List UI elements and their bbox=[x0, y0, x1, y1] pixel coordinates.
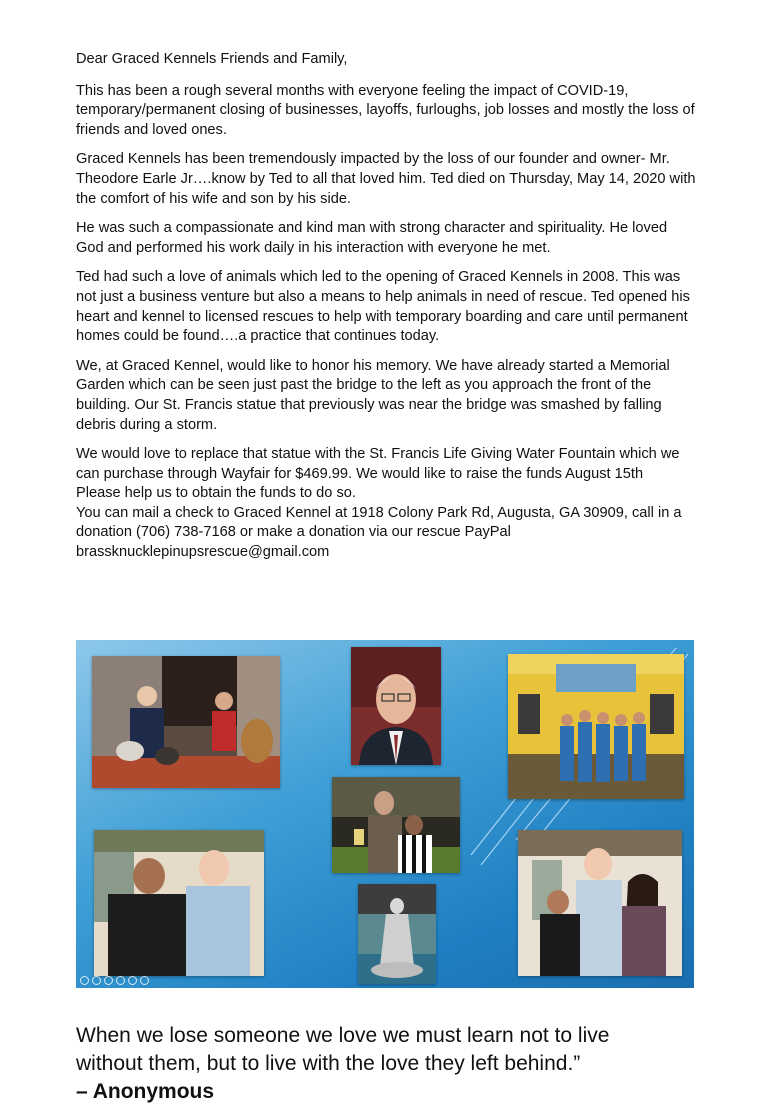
photo-collage bbox=[76, 640, 694, 988]
slide-control-icon bbox=[116, 976, 125, 985]
donation-plea-text: Please help us to obtain the funds to do so. bbox=[76, 485, 356, 502]
slide-control-icon bbox=[104, 976, 113, 985]
photo-ted-with-family bbox=[518, 830, 682, 976]
photo-ted-portrait bbox=[351, 647, 441, 765]
quote-line: When we lose someone we love we must learn not to live bbox=[76, 1024, 610, 1047]
quote-author: – Anonymous bbox=[76, 1080, 215, 1103]
slide-control-icon bbox=[80, 976, 89, 985]
letter-body bbox=[76, 50, 696, 563]
donation-contact-text: You can mail a check to Graced Kennel at 1918 Colony Park Rd, Augusta, GA 30909, call in a donation (706) 738-7168 or make a donation via our rescue PayPal brassknucklepinupsrescue@gmail.com bbox=[76, 504, 682, 561]
slide-control-icon bbox=[140, 976, 149, 985]
slide-controls bbox=[80, 976, 149, 985]
slide-control-icon bbox=[128, 976, 137, 985]
photo-st-francis-statue bbox=[358, 884, 436, 984]
letter-greeting: Dear Graced Kennels Friends and Family, bbox=[76, 51, 348, 67]
photo-kennel-staff bbox=[508, 654, 684, 799]
photo-couple-with-dogs bbox=[92, 656, 280, 788]
paragraph-memorial-garden: We, at Graced Kennel, would like to honor his memory. We have already started a Memorial Garden which can be seen just past the bridge to the left as you approach the front of the building. Our St. Francis statue that previously was near the bridge was smashed by falling debris during a storm. bbox=[76, 357, 670, 433]
quote-line: without them, but to live with the love they left behind.” bbox=[76, 1052, 581, 1075]
donation-request bbox=[76, 445, 696, 563]
paragraph-covid-impact: This has been a rough several months with everyone feeling the impact of COVID-19, temporary/permanent closing of businesses, layoffs, furloughs, job losses and mostly the loss of friends and loved ones. bbox=[76, 82, 695, 138]
memorial-quote bbox=[76, 1022, 716, 1106]
paragraph-kennel-history: Ted had such a love of animals which led to the opening of Graced Kennels in 2008. This was not just a business venture but also a means to help animals in need of rescue. Ted opened his heart and kennel to licensed rescues to help with temporary boarding and care until permanent homes could be found….a practice that continues today. bbox=[76, 269, 690, 345]
donation-goal-text: We would love to replace that statue with the St. Francis Life Giving Water Fountain which we can purchase through Wayfair for $469.99. We would like to raise the funds August 15th bbox=[76, 446, 680, 482]
paragraph-founder-loss: Graced Kennels has been tremendously impacted by the loss of our founder and owner- Mr. Theodore Earle Jr….know by Ted to all that loved him. Ted died on Thursday, May 14, 2020 with the comfort of his wife and son by his side. bbox=[76, 151, 696, 207]
photo-ted-with-friend bbox=[94, 830, 264, 976]
paragraph-character: He was such a compassionate and kind man with strong character and spirituality. He loved God and performed his work daily in his interaction with everyone he met. bbox=[76, 220, 668, 256]
slide-control-icon bbox=[92, 976, 101, 985]
photo-ted-with-referee bbox=[332, 777, 460, 873]
